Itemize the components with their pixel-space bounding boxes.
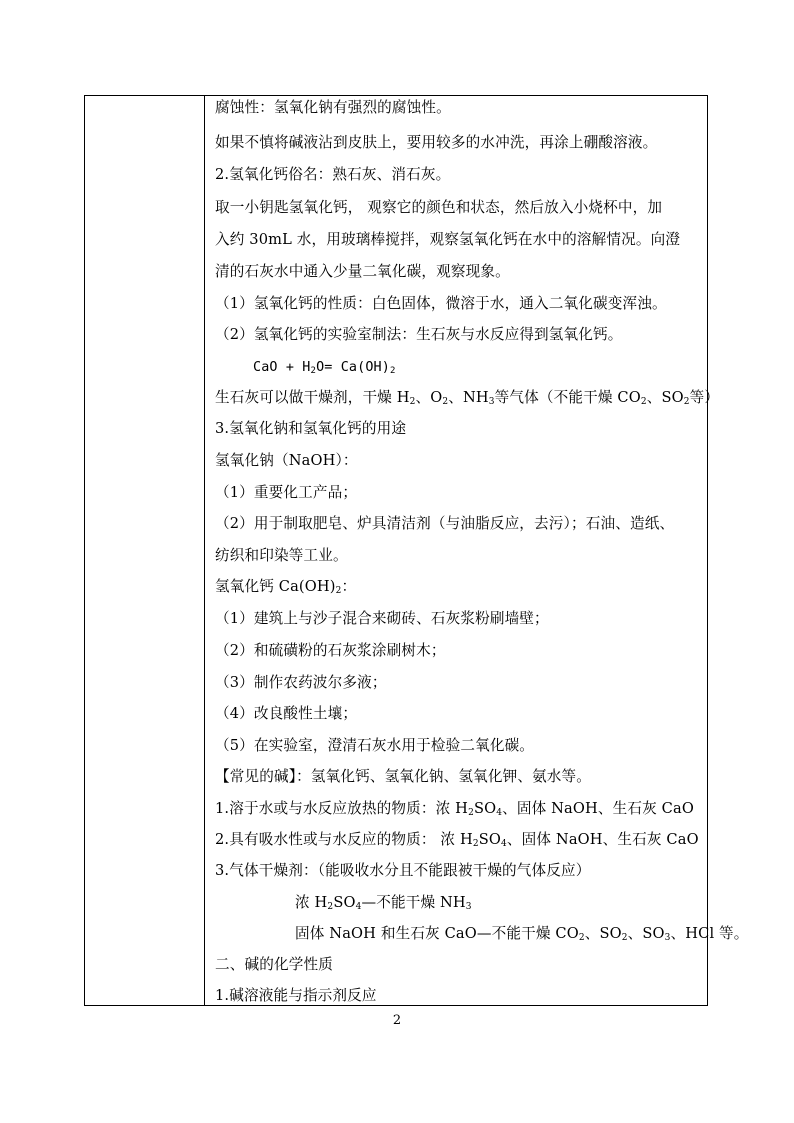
text-line: （4）改良酸性土壤；: [215, 705, 358, 722]
text-line: （1）重要化工产品；: [215, 484, 358, 501]
text-line: （1）氢氧化钙的性质：白色固体，微溶于水，通入二氧化碳变浑浊。: [215, 295, 667, 312]
text-line: 1.碱溶液能与指示剂反应: [215, 987, 377, 1004]
text-line: 【常见的碱】：氢氧化钙、氢氧化钠、氢氧化钾、氨水等。: [215, 768, 592, 785]
page-number: 2: [392, 1013, 402, 1028]
section-heading: 二、碱的化学性质: [215, 956, 333, 973]
text-line: 氢氧化钠（NaOH）：: [215, 452, 358, 469]
text-line: 1.溶于水或与水反应放热的物质：浓 $H_2SO_4$、固体 NaOH、生石灰 CaO: [215, 800, 694, 818]
text-line: 浓 $H_2SO_4—$不能干燥 $NH_3$: [295, 894, 472, 912]
text-line: 2.氢氧化钙俗名：熟石灰、消石灰。: [215, 166, 451, 183]
text-line: 清的石灰水中通入少量二氧化碳，观察现象。: [215, 263, 510, 280]
text-line: （2）和硫磺粉的石灰浆涂刷树木；: [215, 642, 446, 659]
text-line: 如果不慎将碱液沾到皮肤上，要用较多的水冲洗，再涂上硼酸溶液。: [215, 134, 658, 151]
text-line: （1）建筑上与沙子混合来砌砖、石灰浆粉刷墙壁；: [215, 610, 549, 627]
text-line: （2）用于制取肥皂、炉具清洁剂（与油脂反应，去污）；石油、造纸、: [215, 515, 675, 532]
text-line: 3.氢氧化钠和氢氧化钙的用途: [215, 420, 407, 437]
text-line: 2.具有吸水性或与水反应的物质： 浓 $H_2SO_4$、固体 NaOH、生石灰 CaO: [215, 831, 699, 849]
equation-line: CaO + $H_2O= Ca(OH)_2$: [253, 360, 396, 376]
right-column-cell: [205, 96, 749, 1005]
content-table: [84, 95, 749, 1006]
text-line: （3）制作农药波尔多液；: [215, 674, 387, 691]
text-line: 纺织和印染等工业。: [215, 547, 348, 564]
text-line: 氢氧化钙 $Ca(OH)_2$：: [215, 578, 357, 596]
text-line: （2）氢氧化钙的实验室制法：生石灰与水反应得到氢氧化钙。: [215, 326, 623, 343]
text-line: （5）在实验室，澄清石灰水用于检验二氧化碳。: [215, 737, 535, 754]
text-line: 3.气体干燥剂：（能吸收水分且不能跟被干燥的气体反应）: [215, 862, 591, 879]
left-column-cell: [85, 96, 205, 1005]
text-line: 入约 30mL 水，用玻璃棒搅拌，观察氢氧化钙在水中的溶解情况。向澄: [215, 231, 681, 248]
text-line: 腐蚀性：氢氧化钠有强烈的腐蚀性。: [215, 99, 451, 116]
text-line: 取一小钥匙氢氧化钙， 观察它的颜色和状态，然后放入小烧杯中，加: [215, 199, 663, 216]
text-line: 固体 NaOH 和生石灰 CaO—不能干燥 $CO_2$、$SO_2$、$SO_3$、HCl 等。: [295, 925, 749, 943]
text-line: 生石灰可以做干燥剂，干燥 $H_2$、$O_2$、$NH_3$等气体（不能干燥 $CO_2$、$SO_2$等）: [215, 389, 720, 407]
